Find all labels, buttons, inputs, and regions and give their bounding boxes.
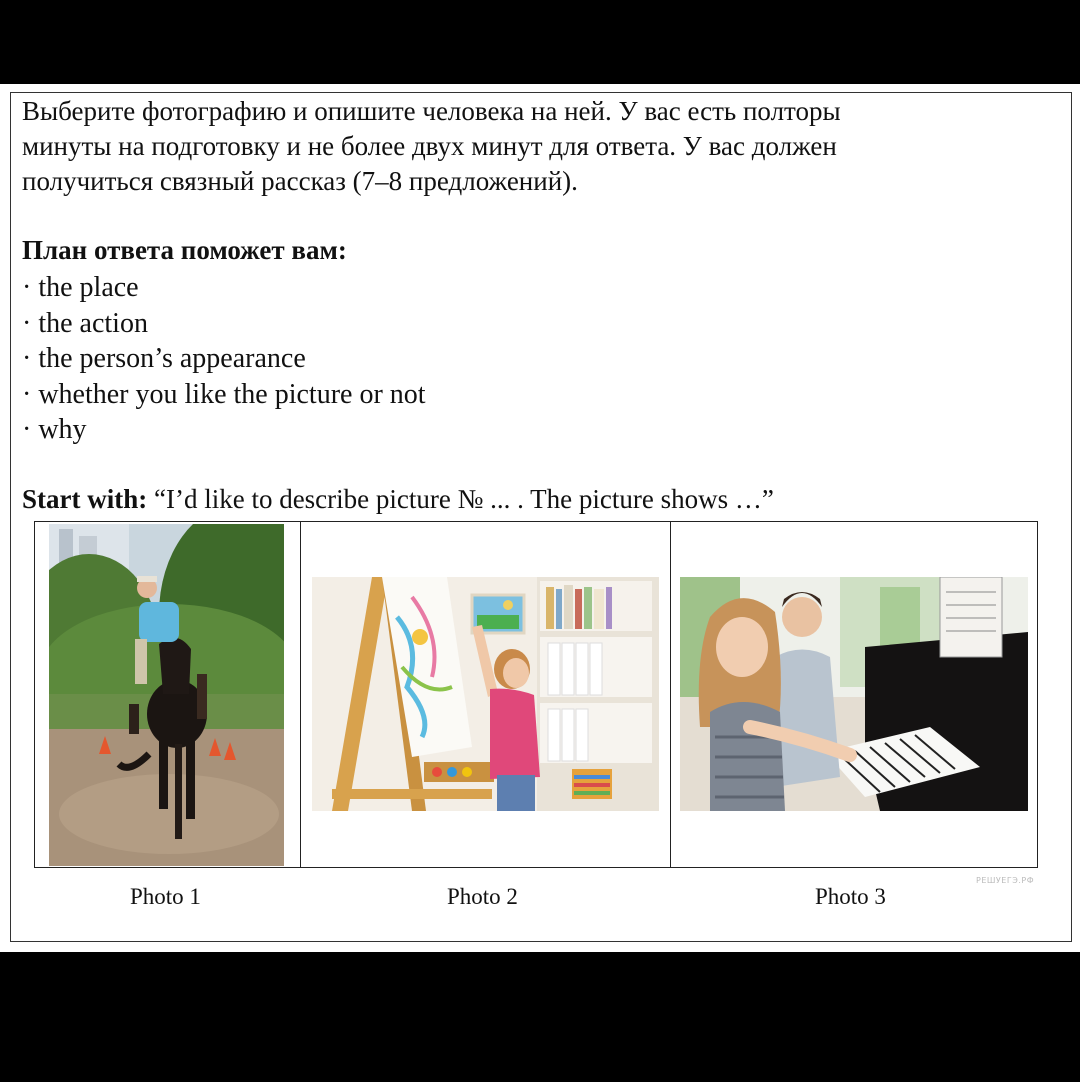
plan-item-action: · the action bbox=[22, 306, 426, 342]
photo-3-children-piano-image bbox=[680, 577, 1028, 811]
photo-1-caption: Photo 1 bbox=[130, 884, 201, 909]
start-text: “I’d like to describe picture № ... . The picture shows …” bbox=[153, 484, 774, 514]
photo-cell-1 bbox=[35, 522, 301, 867]
photo-cell-3 bbox=[671, 522, 1037, 867]
plan-heading: План ответа поможет вам: bbox=[22, 235, 347, 265]
photo-3-caption: Photo 3 bbox=[815, 884, 886, 909]
start-label: Start with: bbox=[22, 484, 148, 514]
intro-line-3: получиться связный рассказ (7–8 предложений). bbox=[22, 166, 578, 196]
photo-cell-2 bbox=[301, 522, 671, 867]
intro-line-2: минуты на подготовку и не более двух минут для ответа. У вас должен bbox=[22, 131, 837, 161]
plan-item-appearance: · the person’s appearance bbox=[22, 341, 426, 377]
photo-2-caption: Photo 2 bbox=[447, 884, 518, 909]
photo-1-horse-rider-image bbox=[49, 524, 284, 866]
photo-table bbox=[34, 521, 1038, 868]
start-phrase bbox=[22, 482, 774, 517]
task-instructions bbox=[22, 94, 1062, 199]
plan-item-why: · why bbox=[22, 412, 426, 448]
plan-list bbox=[22, 270, 426, 448]
photo-2-girl-painting-image bbox=[312, 577, 659, 811]
intro-line-1: Выберите фотографию и опишите человека на ней. У вас есть полторы bbox=[22, 96, 841, 126]
watermark: РЕШУЕГЭ.РФ bbox=[976, 876, 1035, 885]
plan-item-opinion: · whether you like the picture or not bbox=[22, 377, 426, 413]
task-sheet bbox=[0, 84, 1080, 952]
plan-item-place: · the place bbox=[22, 270, 426, 306]
